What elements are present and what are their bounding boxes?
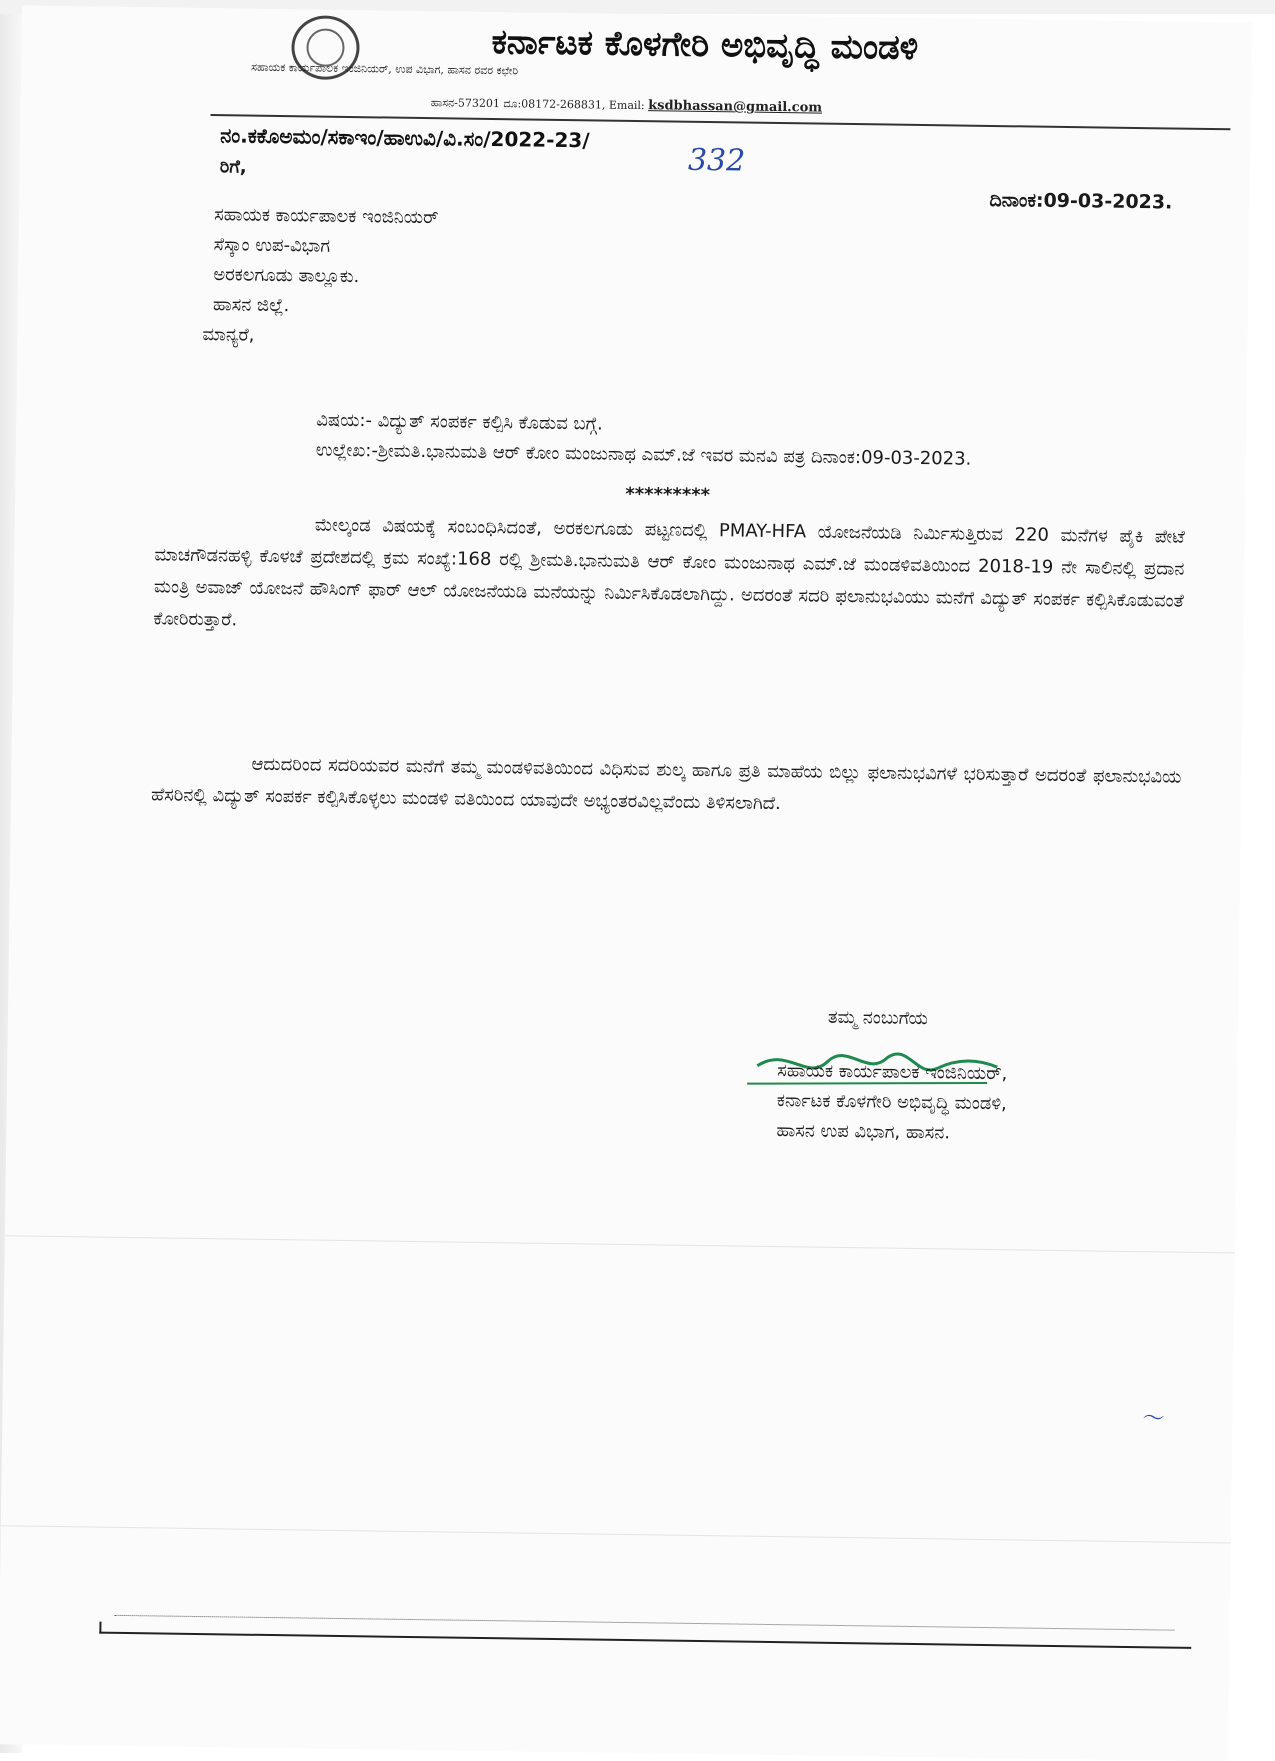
salutation: ಮಾನ್ಯರೆ,	[202, 323, 255, 346]
letter-date: ದಿನಾಂಕ:09-03-2023.	[989, 188, 1173, 214]
addressee-line: ಅರಕಲಗೂಡು ತಾಲ್ಲೂಕು.	[213, 264, 360, 288]
pen-mark-icon: 〜	[1142, 1406, 1165, 1432]
letterhead-email: ksdbhassan@gmail.com	[648, 98, 823, 116]
letterhead-phone: ಹಾಸನ-573201 ದೂ:08172-268831, Email:	[430, 96, 645, 113]
bottom-border	[99, 1622, 1191, 1649]
letterhead-contact	[431, 95, 1231, 121]
reference-line: ಉಲ್ಲೇಖ:-ಶ್ರೀಮತಿ.ಭಾನುಮತಿ ಆರ್ ಕೋಂ ಮಂಜುನಾಥ ಎಮ್.ಜೆ ಇವರ ಮನವಿ ಪತ್ರ ದಿನಾಂಕ:09-03-2023.	[315, 439, 972, 470]
designation-line: ಕರ್ನಾಟಕ ಕೊಳಗೇರಿ ಅಭಿವೃದ್ಧಿ ಮಂಡಳಿ,	[776, 1090, 1007, 1115]
body-paragraph-2: ಆದುದರಿಂದ ಸದರಿಯವರ ಮನೆಗೆ ತಮ್ಮ ಮಂಡಳಿವತಿಯಿಂದ ವಿಧಿಸುವ ಶುಲ್ಕ ಹಾಗೂ ಪ್ರತಿ ಮಾಹೆಯ ಬಿಲ್ಲು ಫಲಾನುಭವಿಗಳೆ ಭರಿಸುತ್ತಾರೆ ಅದರಂತೆ ಫಲಾನುಭವಿಯ ಹೆಸರಿನಲ್ಲಿ ವಿದ್ಯುತ್ ಸಂಪರ್ಕ ಕಲ್ಪಿಸಿಕೊಳ್ಳಲು ಮಂಡಳಿ ವತಿಯಿಂದ ಯಾವುದೇ ಅಭ್ಯಂತರವಿಲ್ಲವೆಂದು ತಿಳಿಸಲಾಗಿದೆ.	[150, 753, 1182, 815]
signatory-designation	[776, 1056, 1007, 1149]
letterhead-address: ಸಹಾಯಕ ಕಾರ್ಯಪಾಲಕ ಇಂಜಿನಿಯರ್, ಉಪ ವಿಭಾಗ, ಹಾಸನ ರವರ ಕಛೇರಿ	[251, 60, 519, 78]
addressee-line: ಸಹಾಯಕ ಕಾರ್ಯಪಾಲಕ ಇಂಜಿನಿಯರ್	[214, 204, 439, 229]
reference-number: ನಂ.ಕಕೊಅಮಂ/ಸಕಾಇಂ/ಹಾಉವಿ/ವಿ.ಸಂ/2022-23/	[220, 123, 590, 153]
subject-line: ವಿಷಯ:- ವಿದ್ಯುತ್ ಸಂಪರ್ಕ ಕಲ್ಪಿಸಿ ಕೊಡುವ ಬಗ್ಗೆ.	[316, 409, 603, 435]
letter-page	[0, 5, 1252, 1761]
designation-line: ಸಹಾಯಕ ಕಾರ್ಯಪಾಲಕ ಇಂಜಿನಿಯರ್,	[777, 1060, 1008, 1085]
designation-line: ಹಾಸನ ಉಪ ವಿಭಾಗ, ಹಾಸನ.	[776, 1120, 951, 1144]
paper-fold	[1, 1525, 1231, 1543]
addressee-block	[213, 200, 439, 323]
to-line: ರಿಗೆ,	[219, 156, 247, 178]
letterhead-title: ಕರ್ನಾಟಕ ಕೊಳಗೇರಿ ಅಭಿವೃದ್ಧಿ ಮಂಡಳಿ	[491, 21, 919, 68]
handwritten-reference-number: 332	[687, 142, 746, 179]
addressee-line: ಹಾಸನ ಜಿಲ್ಲೆ.	[212, 294, 290, 317]
body-paragraph-1: ಮೇಲ್ಕಂಡ ವಿಷಯಕ್ಕೆ ಸಂಬಂಧಿಸಿದಂತೆ, ಅರಕಲಗೂಡು ಪಟ್ಟಣದಲ್ಲಿ PMAY-HFA ಯೋಜನೆಯಡಿ ನಿರ್ಮಿಸುತ್ತಿರುವ 220 ಮನೆಗಳ ಪೈಕಿ ಪೇಟೆ ಮಾಚಗೌಡನಹಳ್ಳಿ ಕೊಳಚೆ ಪ್ರದೇಶದಲ್ಲಿ ಕ್ರಮ ಸಂಖ್ಯೆ:168 ರಲ್ಲಿ ಶ್ರೀಮತಿ.ಭಾನುಮತಿ ಆರ್ ಕೋಂ ಮಂಜುನಾಥ ಎಮ್.ಜೆ ಮಂಡಳಿವತಿಯಿಂದ 2018-19 ನೇ ಸಾಲಿನಲ್ಲಿ ಪ್ರದಾನ ಮಂತ್ರಿ ಅವಾಜ್ ಯೋಜನೆ ಹೌಸಿಂಗ್ ಫಾರ್ ಆಲ್ ಯೋಜನೆಯಡಿ ಮನೆಯನ್ನು ನಿರ್ಮಿಸಿಕೊಡಲಾಗಿದ್ದು. ಅದರಂತೆ ಸದರಿ ಫಲಾನುಭವಿಯು ಮನೆಗೆ ವಿದ್ಯುತ್ ಸಂಪರ್ಕ ಕಲ್ಪಿಸಿಕೊಡುವಂತೆ ಕೋರಿರುತ್ತಾರೆ.	[153, 514, 1185, 631]
separator: *********	[625, 483, 711, 507]
closing-line: ತಮ್ಮ ನಂಬುಗೆಯ	[827, 1006, 929, 1030]
addressee-line: ಸೆಸ್ಕಾಂ ಉಪ-ವಿಭಾಗ	[213, 234, 331, 257]
paper-fold	[5, 1235, 1235, 1253]
